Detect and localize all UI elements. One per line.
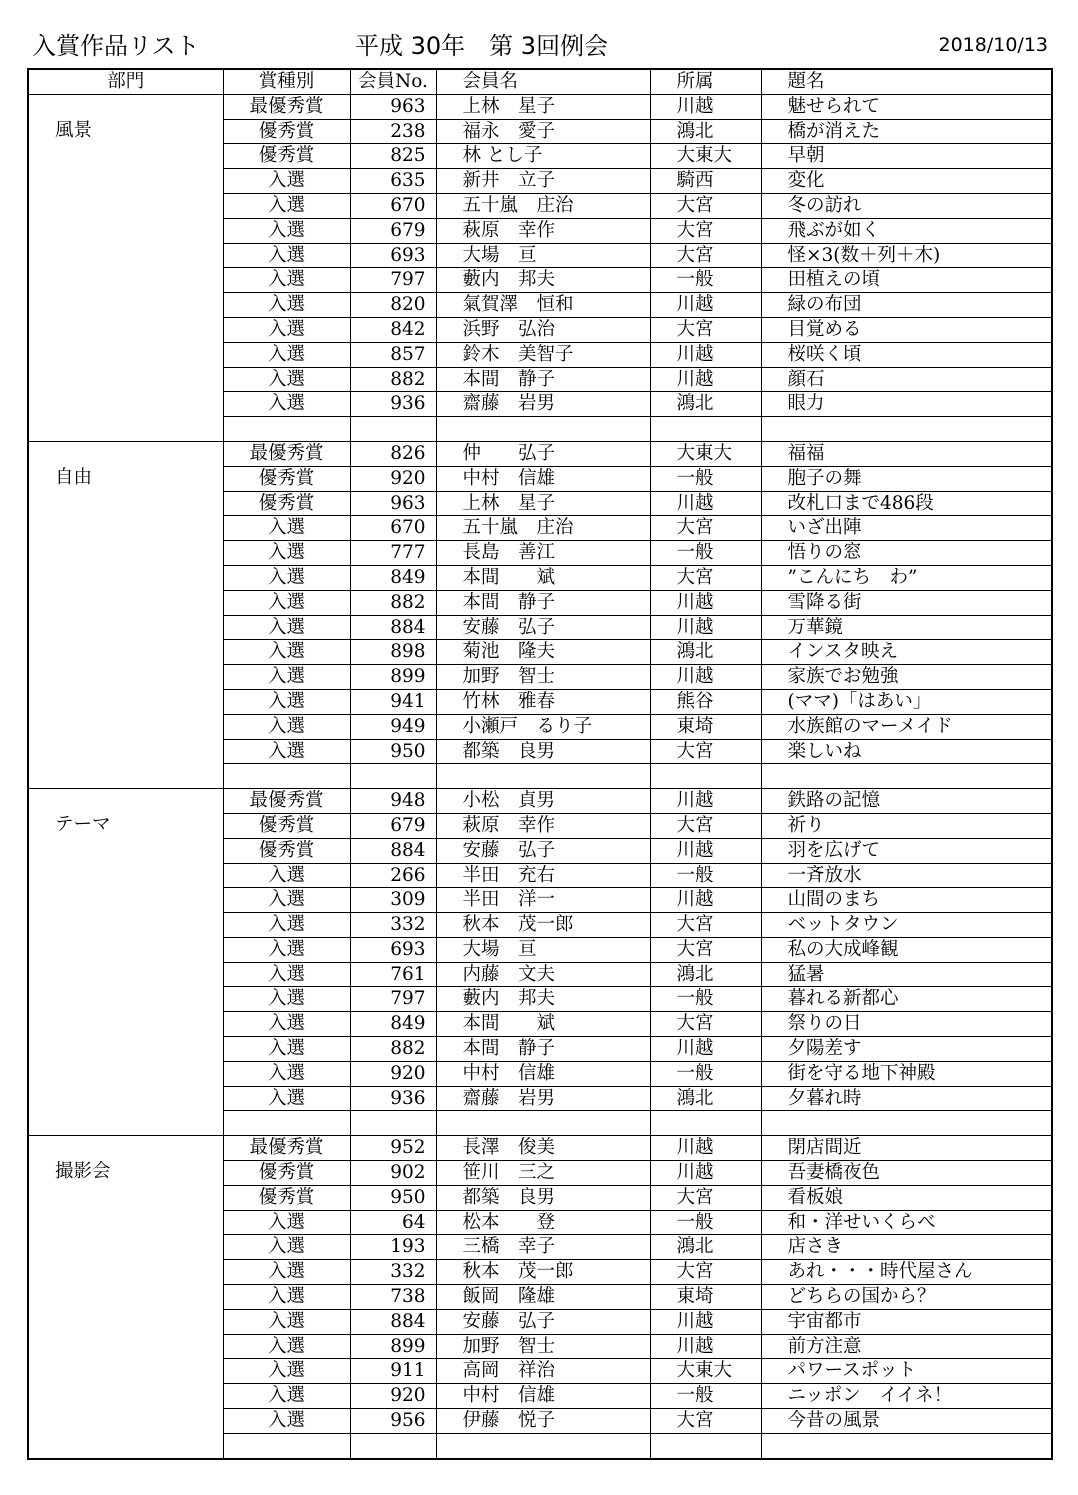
member-no-cell: 679 xyxy=(350,813,436,838)
award-type-cell: 入選 xyxy=(223,739,350,764)
member-name-cell: 半田 充右 xyxy=(436,863,650,888)
member-name-cell: 大場 亘 xyxy=(436,243,650,268)
member-name-cell: 齋藤 岩男 xyxy=(436,392,650,417)
member-name-cell: 三橋 幸子 xyxy=(436,1235,650,1260)
work-title-cell: 宇宙都市 xyxy=(761,1309,1052,1334)
affiliation-cell: 鴻北 xyxy=(650,640,761,665)
member-name-cell: 仲 弘子 xyxy=(436,441,650,466)
affiliation-cell: 川越 xyxy=(650,838,761,863)
affiliation-cell: 一般 xyxy=(650,1061,761,1086)
affiliation-cell: 川越 xyxy=(650,491,761,516)
affiliation-cell: 川越 xyxy=(650,367,761,392)
award-type-cell: 優秀賞 xyxy=(223,813,350,838)
award-type-cell: 入選 xyxy=(223,293,350,318)
award-type-cell: 入選 xyxy=(223,317,350,342)
division-label: 自由 xyxy=(55,466,93,488)
member-no-cell: 797 xyxy=(350,987,436,1012)
awards-table-body xyxy=(28,94,1052,1458)
member-no-cell: 332 xyxy=(350,1260,436,1285)
affiliation-cell: 鴻北 xyxy=(650,119,761,144)
member-no-cell: 898 xyxy=(350,640,436,665)
member-no-cell: 332 xyxy=(350,913,436,938)
member-name-cell: 鈴木 美智子 xyxy=(436,342,650,367)
affiliation-cell: 一般 xyxy=(650,466,761,491)
work-title-cell: 飛ぶが如く xyxy=(761,218,1052,243)
award-type-cell: 入選 xyxy=(223,1210,350,1235)
affiliation-cell: 大宮 xyxy=(650,565,761,590)
work-title-cell: 暮れる新都心 xyxy=(761,987,1052,1012)
member-name-cell: 飯岡 隆雄 xyxy=(436,1285,650,1310)
member-name-cell: 中村 信雄 xyxy=(436,1384,650,1409)
member-no-cell xyxy=(350,764,436,789)
column-header-member-name: 会員名 xyxy=(436,69,650,94)
table-header-row xyxy=(28,69,1052,94)
work-title-cell: 悟りの窓 xyxy=(761,541,1052,566)
member-name-cell: 五十嵐 庄治 xyxy=(436,516,650,541)
member-name-cell: 安藤 弘子 xyxy=(436,1309,650,1334)
work-title-cell: 万華鏡 xyxy=(761,615,1052,640)
work-title-cell: 猛暑 xyxy=(761,962,1052,987)
work-title-cell xyxy=(761,764,1052,789)
member-name-cell: 安藤 弘子 xyxy=(436,838,650,863)
award-type-cell: 入選 xyxy=(223,243,350,268)
member-no-cell: 941 xyxy=(350,689,436,714)
award-type-cell: 最優秀賞 xyxy=(223,789,350,814)
affiliation-cell: 一般 xyxy=(650,987,761,1012)
member-no-cell: 693 xyxy=(350,243,436,268)
work-title-cell: 街を守る地下神殿 xyxy=(761,1061,1052,1086)
member-no-cell: 882 xyxy=(350,367,436,392)
affiliation-cell: 川越 xyxy=(650,293,761,318)
member-no-cell: 884 xyxy=(350,1309,436,1334)
affiliation-cell: 川越 xyxy=(650,94,761,119)
work-title-cell: 顔石 xyxy=(761,367,1052,392)
work-title-cell: 店さき xyxy=(761,1235,1052,1260)
award-type-cell: 入選 xyxy=(223,1037,350,1062)
member-no-cell: 842 xyxy=(350,317,436,342)
division-cell xyxy=(28,1136,223,1459)
award-type-cell: 入選 xyxy=(223,565,350,590)
member-name-cell: 上林 星子 xyxy=(436,94,650,119)
member-no-cell: 797 xyxy=(350,268,436,293)
work-title-cell: 楽しいね xyxy=(761,739,1052,764)
award-type-cell: 優秀賞 xyxy=(223,838,350,863)
member-no-cell: 309 xyxy=(350,888,436,913)
member-name-cell: 大場 亘 xyxy=(436,937,650,962)
work-title-cell: 看板娘 xyxy=(761,1185,1052,1210)
table-row xyxy=(28,94,1052,119)
work-title-cell: 目覚める xyxy=(761,317,1052,342)
affiliation-cell: 川越 xyxy=(650,665,761,690)
award-type-cell: 入選 xyxy=(223,987,350,1012)
work-title-cell xyxy=(761,417,1052,442)
award-type-cell: 入選 xyxy=(223,1061,350,1086)
award-type-cell: 入選 xyxy=(223,665,350,690)
award-type-cell: 優秀賞 xyxy=(223,1161,350,1186)
affiliation-cell: 大宮 xyxy=(650,1185,761,1210)
member-no-cell: 64 xyxy=(350,1210,436,1235)
award-type-cell xyxy=(223,1111,350,1136)
affiliation-cell: 大宮 xyxy=(650,516,761,541)
member-name-cell: 本間 静子 xyxy=(436,590,650,615)
affiliation-cell: 川越 xyxy=(650,615,761,640)
affiliation-cell: 東埼 xyxy=(650,1285,761,1310)
member-name-cell: 安藤 弘子 xyxy=(436,615,650,640)
column-header-affiliation: 所属 xyxy=(650,69,761,94)
member-name-cell: 長島 善江 xyxy=(436,541,650,566)
affiliation-cell: 一般 xyxy=(650,541,761,566)
member-name-cell: 萩原 幸作 xyxy=(436,813,650,838)
member-name-cell: 本間 静子 xyxy=(436,1037,650,1062)
division-cell xyxy=(28,441,223,788)
affiliation-cell: 一般 xyxy=(650,1384,761,1409)
meeting-label: 平成 30年 第 3回例会 xyxy=(355,32,609,60)
division-cell xyxy=(28,94,223,441)
member-name-cell: 長澤 俊美 xyxy=(436,1136,650,1161)
affiliation-cell: 熊谷 xyxy=(650,689,761,714)
member-name-cell: 小松 貞男 xyxy=(436,789,650,814)
awards-table xyxy=(27,68,1053,1460)
member-no-cell: 761 xyxy=(350,962,436,987)
affiliation-cell: 大東大 xyxy=(650,441,761,466)
member-name-cell: 本間 斌 xyxy=(436,1012,650,1037)
column-header-work-title: 題名 xyxy=(761,69,1052,94)
award-type-cell: 入選 xyxy=(223,1384,350,1409)
award-type-cell: 入選 xyxy=(223,1235,350,1260)
affiliation-cell: 鴻北 xyxy=(650,392,761,417)
member-no-cell: 193 xyxy=(350,1235,436,1260)
member-name-cell: 竹林 雅春 xyxy=(436,689,650,714)
member-name-cell: 五十嵐 庄治 xyxy=(436,193,650,218)
award-type-cell: 入選 xyxy=(223,714,350,739)
award-type-cell: 入選 xyxy=(223,218,350,243)
award-type-cell: 入選 xyxy=(223,937,350,962)
work-title-cell: 福福 xyxy=(761,441,1052,466)
member-no-cell xyxy=(350,1111,436,1136)
award-type-cell: 入選 xyxy=(223,516,350,541)
member-no-cell: 238 xyxy=(350,119,436,144)
division-label: 風景 xyxy=(55,119,93,141)
affiliation-cell: 一般 xyxy=(650,863,761,888)
affiliation-cell xyxy=(650,417,761,442)
member-name-cell xyxy=(436,1433,650,1458)
award-type-cell: 入選 xyxy=(223,615,350,640)
member-name-cell: 本間 斌 xyxy=(436,565,650,590)
affiliation-cell: 川越 xyxy=(650,590,761,615)
work-title-cell: いざ出陣 xyxy=(761,516,1052,541)
work-title-cell: 改札口まで486段 xyxy=(761,491,1052,516)
member-name-cell: 上林 星子 xyxy=(436,491,650,516)
work-title-cell: 桜咲く頃 xyxy=(761,342,1052,367)
member-no-cell: 266 xyxy=(350,863,436,888)
table-row xyxy=(28,1136,1052,1161)
affiliation-cell: 一般 xyxy=(650,268,761,293)
member-no-cell: 882 xyxy=(350,590,436,615)
member-name-cell xyxy=(436,1111,650,1136)
affiliation-cell: 大宮 xyxy=(650,739,761,764)
member-name-cell: 福永 愛子 xyxy=(436,119,650,144)
member-no-cell: 777 xyxy=(350,541,436,566)
award-type-cell: 入選 xyxy=(223,1260,350,1285)
member-name-cell: 半田 洋一 xyxy=(436,888,650,913)
work-title-cell: 羽を広げて xyxy=(761,838,1052,863)
work-title-cell: 早朝 xyxy=(761,144,1052,169)
member-name-cell: 松本 登 xyxy=(436,1210,650,1235)
affiliation-cell: 大東大 xyxy=(650,144,761,169)
member-name-cell: 氣賀澤 恒和 xyxy=(436,293,650,318)
division-label: 撮影会 xyxy=(55,1161,111,1183)
member-no-cell: 826 xyxy=(350,441,436,466)
work-title-cell: ニッポン イイネ！ xyxy=(761,1384,1052,1409)
work-title-cell: どちらの国から？ xyxy=(761,1285,1052,1310)
award-type-cell: 入選 xyxy=(223,1309,350,1334)
affiliation-cell xyxy=(650,1433,761,1458)
work-title-cell: 吾妻橋夜色 xyxy=(761,1161,1052,1186)
affiliation-cell: 大宮 xyxy=(650,937,761,962)
affiliation-cell: 大宮 xyxy=(650,1012,761,1037)
member-name-cell: 菊池 隆夫 xyxy=(436,640,650,665)
affiliation-cell: 騎西 xyxy=(650,169,761,194)
document-date: 2018/10/13 xyxy=(938,34,1048,56)
member-no-cell: 949 xyxy=(350,714,436,739)
affiliation-cell: 川越 xyxy=(650,1136,761,1161)
table-row xyxy=(28,441,1052,466)
work-title-cell: 眼力 xyxy=(761,392,1052,417)
work-title-cell: 一斉放水 xyxy=(761,863,1052,888)
award-type-cell: 入選 xyxy=(223,1086,350,1111)
work-title-cell: 魅せられて xyxy=(761,94,1052,119)
member-name-cell xyxy=(436,417,650,442)
award-type-cell: 入選 xyxy=(223,1409,350,1434)
award-type-cell xyxy=(223,417,350,442)
member-no-cell: 670 xyxy=(350,193,436,218)
award-type-cell: 最優秀賞 xyxy=(223,441,350,466)
member-no-cell: 920 xyxy=(350,1061,436,1086)
member-name-cell: 小瀬戸 るり子 xyxy=(436,714,650,739)
award-type-cell: 優秀賞 xyxy=(223,466,350,491)
work-title-cell: 胞子の舞 xyxy=(761,466,1052,491)
member-no-cell: 936 xyxy=(350,1086,436,1111)
column-header-division: 部門 xyxy=(28,69,223,94)
work-title-cell: 冬の訪れ xyxy=(761,193,1052,218)
member-name-cell: 新井 立子 xyxy=(436,169,650,194)
document-title: 入賞作品リスト xyxy=(32,32,200,60)
member-no-cell: 882 xyxy=(350,1037,436,1062)
member-no-cell: 849 xyxy=(350,565,436,590)
award-type-cell: 入選 xyxy=(223,193,350,218)
member-no-cell: 948 xyxy=(350,789,436,814)
member-no-cell: 693 xyxy=(350,937,436,962)
work-title-cell: 山間のまち xyxy=(761,888,1052,913)
work-title-cell: 怪×3(数＋列＋木) xyxy=(761,243,1052,268)
affiliation-cell: 大宮 xyxy=(650,243,761,268)
work-title-cell: ベットタウン xyxy=(761,913,1052,938)
award-type-cell: 入選 xyxy=(223,913,350,938)
affiliation-cell: 大宮 xyxy=(650,193,761,218)
work-title-cell: 雪降る街 xyxy=(761,590,1052,615)
award-type-cell: 入選 xyxy=(223,367,350,392)
work-title-cell: 家族でお勉強 xyxy=(761,665,1052,690)
award-type-cell: 入選 xyxy=(223,541,350,566)
member-name-cell: 都築 良男 xyxy=(436,1185,650,1210)
award-type-cell: 優秀賞 xyxy=(223,144,350,169)
work-title-cell: 橋が消えた xyxy=(761,119,1052,144)
work-title-cell: 私の大成峰観 xyxy=(761,937,1052,962)
work-title-cell: 閉店間近 xyxy=(761,1136,1052,1161)
member-no-cell: 902 xyxy=(350,1161,436,1186)
affiliation-cell: 川越 xyxy=(650,789,761,814)
affiliation-cell: 川越 xyxy=(650,342,761,367)
member-no-cell: 679 xyxy=(350,218,436,243)
column-header-award-type: 賞種別 xyxy=(223,69,350,94)
member-name-cell: 秋本 茂一郎 xyxy=(436,1260,650,1285)
member-no-cell: 825 xyxy=(350,144,436,169)
affiliation-cell: 大宮 xyxy=(650,913,761,938)
member-name-cell: 浜野 弘治 xyxy=(436,317,650,342)
member-no-cell: 963 xyxy=(350,94,436,119)
work-title-cell: 緑の布団 xyxy=(761,293,1052,318)
affiliation-cell: 鴻北 xyxy=(650,1086,761,1111)
member-no-cell: 963 xyxy=(350,491,436,516)
member-name-cell: 齋藤 岩男 xyxy=(436,1086,650,1111)
work-title-cell: パワースポット xyxy=(761,1359,1052,1384)
member-name-cell: 加野 智士 xyxy=(436,1334,650,1359)
member-no-cell: 956 xyxy=(350,1409,436,1434)
member-no-cell: 857 xyxy=(350,342,436,367)
member-no-cell: 952 xyxy=(350,1136,436,1161)
member-name-cell: 中村 信雄 xyxy=(436,466,650,491)
affiliation-cell xyxy=(650,764,761,789)
award-type-cell: 入選 xyxy=(223,590,350,615)
award-type-cell: 入選 xyxy=(223,640,350,665)
affiliation-cell: 大宮 xyxy=(650,1409,761,1434)
affiliation-cell: 鴻北 xyxy=(650,962,761,987)
table-row xyxy=(28,789,1052,814)
work-title-cell: 水族館のマーメイド xyxy=(761,714,1052,739)
member-name-cell: 都築 良男 xyxy=(436,739,650,764)
member-no-cell xyxy=(350,417,436,442)
work-title-cell: 前方注意 xyxy=(761,1334,1052,1359)
member-name-cell xyxy=(436,764,650,789)
member-no-cell: 635 xyxy=(350,169,436,194)
member-no-cell: 738 xyxy=(350,1285,436,1310)
affiliation-cell: 東埼 xyxy=(650,714,761,739)
member-name-cell: 林 とし子 xyxy=(436,144,650,169)
member-no-cell: 670 xyxy=(350,516,436,541)
member-no-cell: 911 xyxy=(350,1359,436,1384)
work-title-cell: あれ・・・時代屋さん xyxy=(761,1260,1052,1285)
affiliation-cell: 川越 xyxy=(650,888,761,913)
work-title-cell: 夕暮れ時 xyxy=(761,1086,1052,1111)
award-type-cell: 入選 xyxy=(223,1334,350,1359)
member-no-cell: 936 xyxy=(350,392,436,417)
work-title-cell: インスタ映え xyxy=(761,640,1052,665)
member-name-cell: 藪内 邦夫 xyxy=(436,268,650,293)
work-title-cell xyxy=(761,1111,1052,1136)
award-type-cell: 入選 xyxy=(223,1012,350,1037)
affiliation-cell: 大宮 xyxy=(650,218,761,243)
award-type-cell: 入選 xyxy=(223,962,350,987)
award-type-cell: 入選 xyxy=(223,1285,350,1310)
member-no-cell: 950 xyxy=(350,739,436,764)
affiliation-cell: 川越 xyxy=(650,1334,761,1359)
work-title-cell: 変化 xyxy=(761,169,1052,194)
award-type-cell: 優秀賞 xyxy=(223,1185,350,1210)
award-type-cell xyxy=(223,1433,350,1458)
member-name-cell: 本間 静子 xyxy=(436,367,650,392)
work-title-cell: 夕陽差す xyxy=(761,1037,1052,1062)
award-type-cell: 入選 xyxy=(223,342,350,367)
member-no-cell xyxy=(350,1433,436,1458)
affiliation-cell: 川越 xyxy=(650,1161,761,1186)
work-title-cell: 和・洋せいくらべ xyxy=(761,1210,1052,1235)
division-cell xyxy=(28,789,223,1136)
affiliation-cell: 大宮 xyxy=(650,317,761,342)
affiliation-cell: 大宮 xyxy=(650,1260,761,1285)
award-type-cell: 最優秀賞 xyxy=(223,1136,350,1161)
award-type-cell: 入選 xyxy=(223,863,350,888)
member-no-cell: 950 xyxy=(350,1185,436,1210)
award-type-cell: 入選 xyxy=(223,689,350,714)
member-name-cell: 内藤 文夫 xyxy=(436,962,650,987)
award-type-cell: 優秀賞 xyxy=(223,119,350,144)
work-title-cell: 鉄路の記憶 xyxy=(761,789,1052,814)
affiliation-cell: 大東大 xyxy=(650,1359,761,1384)
award-type-cell: 入選 xyxy=(223,888,350,913)
member-name-cell: 伊藤 悦子 xyxy=(436,1409,650,1434)
member-no-cell: 920 xyxy=(350,466,436,491)
member-name-cell: 中村 信雄 xyxy=(436,1061,650,1086)
work-title-cell: 田植えの頃 xyxy=(761,268,1052,293)
affiliation-cell: 一般 xyxy=(650,1210,761,1235)
work-title-cell: ”こんにち わ” xyxy=(761,565,1052,590)
member-name-cell: 加野 智士 xyxy=(436,665,650,690)
member-no-cell: 884 xyxy=(350,615,436,640)
affiliation-cell: 川越 xyxy=(650,1309,761,1334)
work-title-cell xyxy=(761,1433,1052,1458)
work-title-cell: 祭りの日 xyxy=(761,1012,1052,1037)
award-type-cell: 最優秀賞 xyxy=(223,94,350,119)
member-no-cell: 849 xyxy=(350,1012,436,1037)
award-type-cell: 優秀賞 xyxy=(223,491,350,516)
division-label: テーマ xyxy=(55,814,111,836)
affiliation-cell: 川越 xyxy=(650,1037,761,1062)
member-name-cell: 萩原 幸作 xyxy=(436,218,650,243)
member-no-cell: 820 xyxy=(350,293,436,318)
award-type-cell: 入選 xyxy=(223,1359,350,1384)
member-no-cell: 884 xyxy=(350,838,436,863)
member-no-cell: 899 xyxy=(350,665,436,690)
member-name-cell: 藪内 邦夫 xyxy=(436,987,650,1012)
award-type-cell: 入選 xyxy=(223,268,350,293)
award-type-cell: 入選 xyxy=(223,392,350,417)
affiliation-cell: 大宮 xyxy=(650,813,761,838)
member-no-cell: 899 xyxy=(350,1334,436,1359)
member-no-cell: 920 xyxy=(350,1384,436,1409)
award-type-cell xyxy=(223,764,350,789)
member-name-cell: 笹川 三之 xyxy=(436,1161,650,1186)
work-title-cell: 祈り xyxy=(761,813,1052,838)
member-name-cell: 秋本 茂一郎 xyxy=(436,913,650,938)
affiliation-cell: 鴻北 xyxy=(650,1235,761,1260)
award-type-cell: 入選 xyxy=(223,169,350,194)
affiliation-cell xyxy=(650,1111,761,1136)
column-header-member-no: 会員No. xyxy=(350,69,436,94)
member-name-cell: 高岡 祥治 xyxy=(436,1359,650,1384)
work-title-cell: 今昔の風景 xyxy=(761,1409,1052,1434)
work-title-cell: (ママ)「はあい」 xyxy=(761,689,1052,714)
